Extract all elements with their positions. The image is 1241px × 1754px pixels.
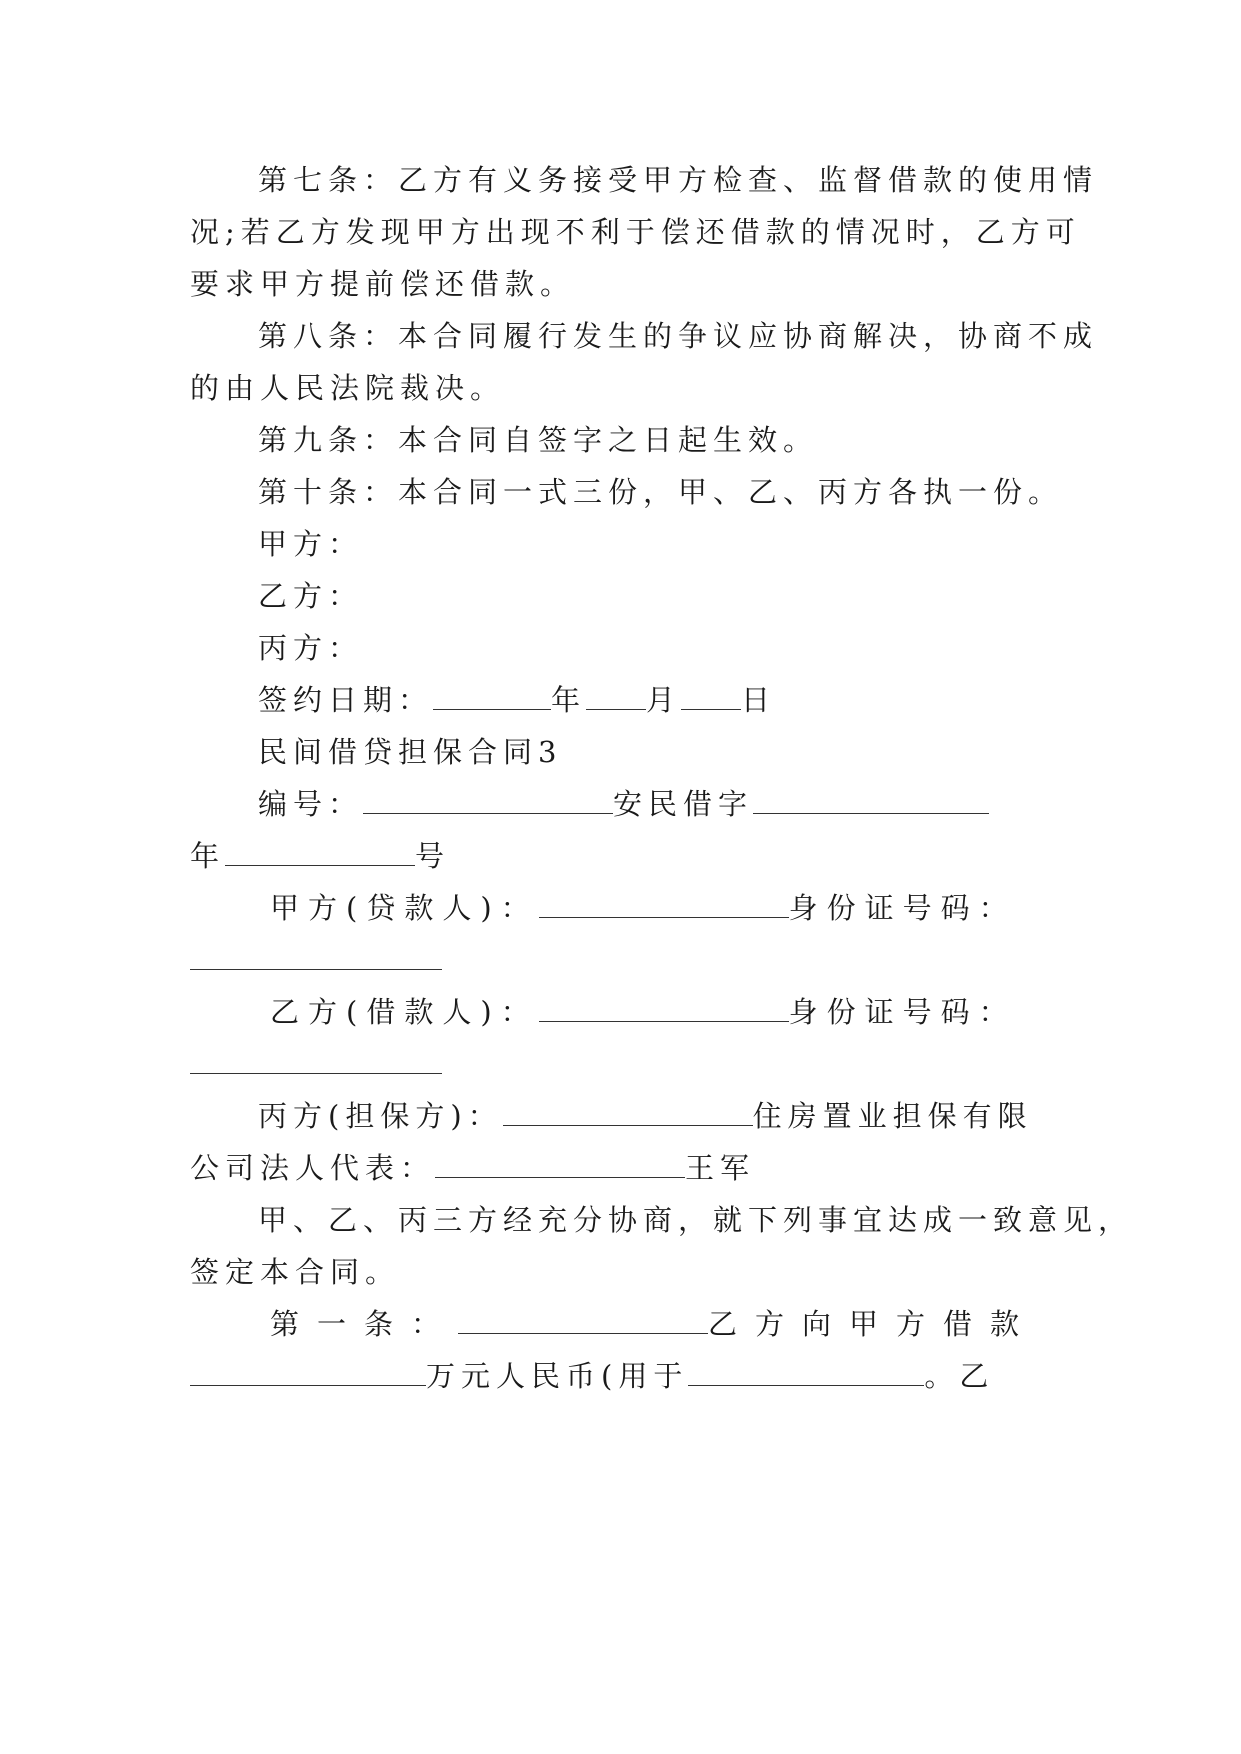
sign-date-line [258, 680, 776, 720]
year-blank [433, 685, 551, 710]
day-blank [681, 685, 741, 710]
party-a-label: 甲方： [258, 527, 364, 561]
lender-id-label: 身份证号码： [788, 891, 1017, 925]
number-line [258, 784, 989, 824]
lender-line [270, 888, 1017, 928]
sign-date-label: 签约日期： [258, 683, 434, 717]
article1-line1 [270, 1304, 1037, 1344]
article1-amount-blank [190, 1361, 426, 1386]
article1-text3: 。乙 [924, 1359, 995, 1393]
day-char: 日 [741, 683, 777, 717]
guarantor-rep-line [190, 1148, 755, 1188]
guarantor-rep-label: 公司法人代表： [190, 1151, 436, 1185]
number-mid: 安民借字 [613, 787, 754, 821]
borrower-name-blank [539, 997, 789, 1022]
borrower-id-blank [190, 1049, 442, 1074]
lender-id-line [190, 940, 442, 980]
article1-blank-1 [458, 1309, 708, 1334]
borrower-id-line [190, 1044, 442, 1084]
contract3-title: 民间借贷担保合同3 [258, 735, 563, 769]
article10: 第十条：本合同一式三份，甲、乙、丙方各执一份。 [258, 475, 1064, 509]
number-year: 年 [190, 839, 226, 873]
preamble-line1: 甲、乙、丙三方经充分协商，就下列事宜达成一致意见， [258, 1203, 1134, 1237]
guarantor-name-blank [503, 1101, 753, 1126]
article1-text1: 乙方向甲方借款 [708, 1307, 1038, 1341]
guarantor-rep-blank [435, 1153, 685, 1178]
party-b-label: 乙方： [258, 579, 364, 613]
guarantor-label: 丙方(担保方)： [258, 1099, 503, 1133]
borrower-line [270, 992, 1017, 1032]
article8-line2: 的由人民法院裁决。 [190, 371, 506, 405]
number-blank-1 [363, 789, 613, 814]
article8-line1: 第八条：本合同履行发生的争议应协商解决，协商不成 [258, 319, 1099, 353]
article7-line3: 要求甲方提前偿还借款。 [190, 267, 576, 301]
article7-line1: 第七条：乙方有义务接受甲方检查、监督借款的使用情 [258, 163, 1099, 197]
borrower-label: 乙方(借款人)： [270, 995, 539, 1029]
number-label: 编号： [258, 787, 364, 821]
lender-id-blank [190, 945, 442, 970]
preamble-line2: 签定本合同。 [190, 1255, 401, 1289]
month-char: 月 [646, 683, 682, 717]
guarantor-line [258, 1096, 1033, 1136]
number-suffix: 号 [415, 839, 451, 873]
number-blank-2 [753, 789, 989, 814]
borrower-id-label: 身份证号码： [788, 995, 1017, 1029]
article1-text2: 万元人民币(用于 [426, 1359, 689, 1393]
article1-line2 [190, 1356, 994, 1396]
party-c-label: 丙方： [258, 631, 364, 665]
article9: 第九条：本合同自签字之日起生效。 [258, 423, 819, 457]
guarantor-rep-name: 王军 [685, 1151, 756, 1185]
lender-name-blank [539, 893, 789, 918]
month-blank [586, 685, 646, 710]
article1-purpose-blank [688, 1361, 924, 1386]
guarantor-company: 住房置业担保有限 [752, 1099, 1033, 1133]
year-char: 年 [551, 683, 587, 717]
article1-label: 第一条： [270, 1307, 459, 1341]
number-line2 [190, 836, 450, 876]
lender-label: 甲方(贷款人)： [270, 891, 539, 925]
article7-line2: 况;若乙方发现甲方出现不利于偿还借款的情况时，乙方可 [190, 215, 1081, 249]
number-blank-3 [225, 841, 415, 866]
